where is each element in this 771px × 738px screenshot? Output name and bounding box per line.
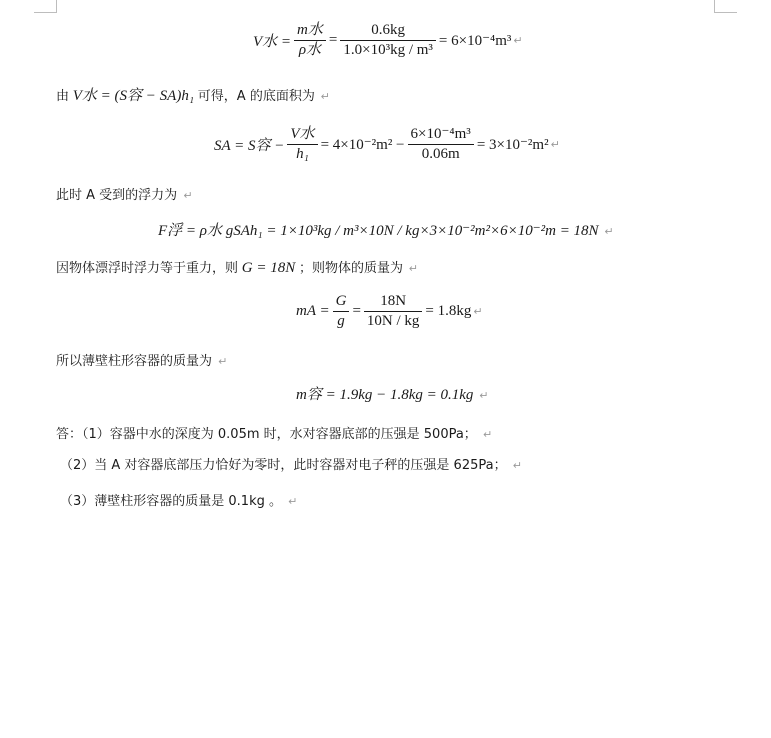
eq4-mid: =: [352, 303, 361, 319]
weight-formula: G = 18N: [241, 260, 296, 276]
equation-container-mass: m容 = 1.9kg − 1.8kg = 0.1kg ↵: [296, 387, 489, 403]
container-mass-intro-line: 所以薄壁柱形容器的质量为 ↵: [56, 354, 228, 369]
floating-condition-line: 因物体漂浮时浮力等于重力，则 G = 18N ；则物体的质量为 ↵: [56, 260, 418, 276]
page-corner-mark-left: [34, 0, 57, 13]
equation-bottom-area: SA = S容 − $\frac{\text{V水}}{\text{h₁}}$ = 4×10⁻²m² − $\frac{\text{6×10⁻⁴m³}}{0.06m}$ = 3×10⁻²m² ↵: [214, 126, 560, 162]
eq2-mid: = 4×10⁻²m² −: [320, 137, 405, 153]
eq1-fraction-1: $\frac{\text{m水}}{\text{ρ水}}$: [294, 22, 326, 59]
paragraph-mark: ↵: [513, 34, 523, 47]
equation-water-volume: [253, 22, 523, 59]
eq4-rhs: = 1.8kg: [425, 303, 472, 319]
eq4-lhs: mA =: [296, 303, 330, 319]
eq1-mid: =: [328, 32, 338, 48]
derivation-formula: V水 = (S容 − SA)h₁: [72, 88, 195, 104]
derivation-line: 由 V水 = (S容 − SA)h₁ 可得，A 的底面积为 ↵: [56, 88, 330, 104]
eq2-rhs: = 3×10⁻²m²: [476, 137, 549, 153]
eq2-fraction-2: $\frac{\text{6×10⁻⁴m³}}{0.06m}$: [408, 126, 474, 163]
eq2-fraction-1: $\frac{\text{V水}}{\text{h₁}}$: [287, 126, 317, 163]
eq4-fraction-2: $\frac{18N}{10N / kg}$: [364, 293, 423, 330]
eq1-lhs: V水 =: [253, 34, 292, 50]
eq1-fraction-2: $\frac{0.6kg}{\text{1.0×10³kg / m³}}$: [340, 22, 436, 59]
eq2-lhs: SA = S容 −: [214, 138, 285, 154]
eq4-fraction-1: $\frac{G}{g}$: [333, 293, 350, 330]
equation-object-mass: mA = $\frac{G}{g}$ = $\frac{18N}{10N / kg}$ = 1.8kg ↵: [296, 293, 483, 329]
equation-buoyancy: F浮 = ρ水 gSAh₁ = 1×10³kg / m³×10N / kg×3×10⁻²m²×6×10⁻²m = 18N ↵: [158, 223, 614, 239]
page-corner-mark-right: [714, 0, 737, 13]
answer-line-3: （3）薄壁柱形容器的质量是 0.1kg 。 ↵: [60, 494, 298, 509]
answer-line-1: 答：（1）容器中水的深度为 0.05m 时，水对容器底部的压强是 500Pa； ↵: [56, 427, 493, 442]
answer-line-2: （2）当 A 对容器底部压力恰好为零时，此时容器对电子秤的压强是 625Pa； ↵: [60, 458, 522, 473]
buoyancy-intro-line: 此时 A 受到的浮力为 ↵: [56, 188, 193, 203]
eq1-rhs: = 6×10⁻⁴m³: [438, 33, 512, 49]
